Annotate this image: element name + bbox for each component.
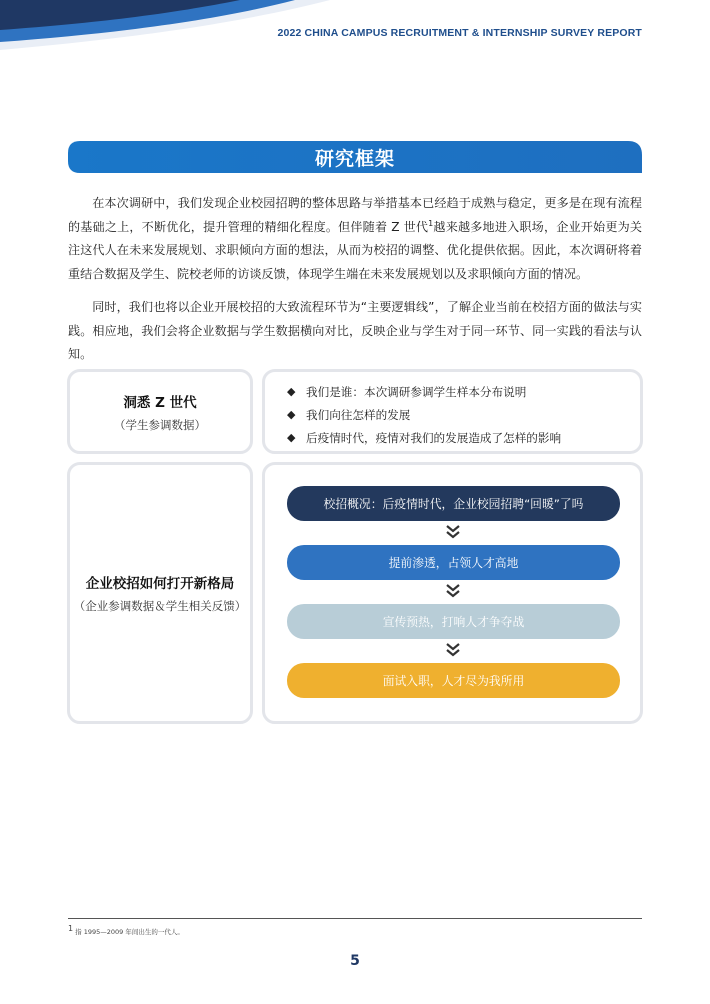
campus-label-box (67, 462, 253, 724)
gen-z-topics-box (262, 369, 643, 454)
double-chevron-down-icon (445, 583, 461, 599)
flow-step-early-penetration: 提前渗透，占领人才高地 (287, 545, 620, 580)
list-item (287, 426, 630, 449)
bullet-text: 我们向往怎样的发展 (306, 407, 411, 422)
diamond-icon: ◆ (287, 385, 296, 398)
gen-z-title: 洞悉 Z 世代 (123, 394, 197, 411)
list-item (287, 380, 630, 403)
bullet-text: 后疫情时代，疫情对我们的发展造成了怎样的影响 (306, 430, 562, 445)
intro-paragraph-1 (68, 192, 642, 286)
diamond-icon: ◆ (287, 408, 296, 421)
double-chevron-down-icon (445, 524, 461, 540)
campus-title: 企业校招如何打开新格局 (85, 576, 235, 592)
gen-z-subtitle: （学生参调数据） (114, 417, 206, 432)
double-chevron-down-icon (445, 642, 461, 658)
report-header-title: 2022 CHINA CAMPUS RECRUITMENT & INTERNSHIP SURVEY REPORT (277, 27, 642, 39)
footnote-ref: 1 (428, 218, 434, 228)
campus-flow-box (262, 462, 643, 724)
page-number: 5 (350, 953, 360, 969)
flow-step-promotion: 宣传预热，打响人才争夺战 (287, 604, 620, 639)
flow-step-interview-onboarding: 面试入职，人才尽为我所用 (287, 663, 620, 698)
list-item (287, 403, 630, 426)
corner-decoration (0, 0, 330, 50)
paragraph-2-text: 同时，我们也将以企业开展校招的大致流程环节为“主要逻辑线”，了解企业当前在校招方面的做法与实践。相应地，我们会将企业数据与学生数据横向对比，反映企业与学生对于同一环节、同一实践的看法与认知。 (68, 300, 642, 362)
paragraph-1-part-a: 在本次调研中，我们发现企业校园招聘的整体思路与举措基本已经趋于成熟与稳定，更多是在现有流程的基础之上，不断优化，提升管理的精细化程度。但伴随着 Z 世代 (68, 196, 642, 234)
footnote (68, 923, 184, 936)
section-title: 研究框架 (314, 147, 395, 170)
footnote-text: 指 1995—2009 年间出生的一代人。 (75, 928, 184, 936)
flow-step-overview: 校招概况：后疫情时代，企业校园招聘“回暖”了吗 (287, 486, 620, 521)
gen-z-bullet-list (287, 380, 630, 449)
paragraph-1-part-b: 越来越多地进入职场，企业开始更为关注这代人在未来发展规划、求职倾向方面的想法，从而为校招的调整、优化提供依据。因此，本次调研将着重结合数据及学生、院校老师的访谈反馈，体现学生端在未来发展规划以及求职倾向方面的情况。 (68, 219, 642, 281)
section-banner (68, 141, 642, 173)
footnote-mark: 1 (68, 923, 74, 933)
bullet-text: 我们是谁：本次调研参调学生样本分布说明 (306, 384, 527, 399)
gen-z-label-box (67, 369, 253, 454)
intro-paragraph-2 (68, 296, 642, 367)
footnote-divider (68, 918, 642, 919)
diamond-icon: ◆ (287, 431, 296, 444)
campus-subtitle: （企业参调数据＆学生相关反馈） (73, 599, 247, 613)
